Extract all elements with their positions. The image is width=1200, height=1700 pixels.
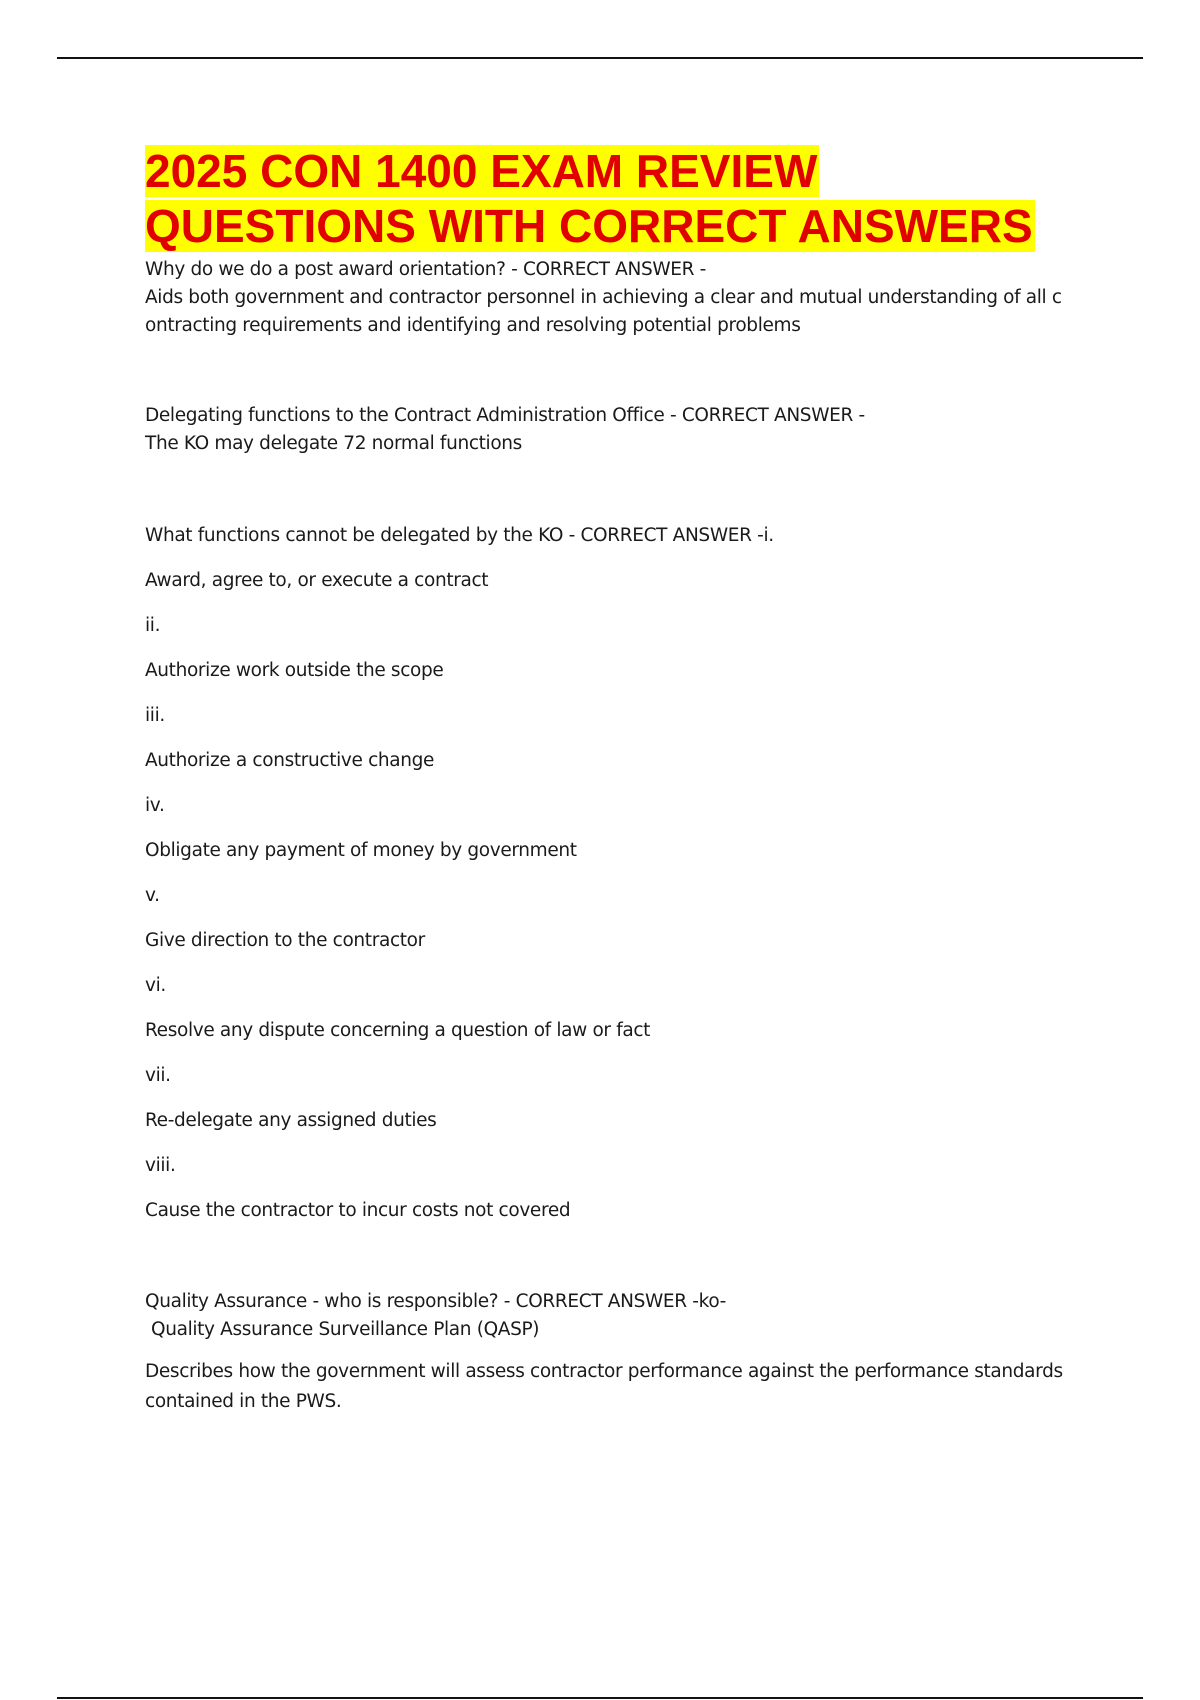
bottom-rule [57,1697,1143,1699]
title-line-1: 2025 CON 1400 EXAM REVIEW [145,145,818,197]
question-text: Quality Assurance - who is responsible? - CORRECT ANSWER -ko- [145,1291,726,1312]
qa-block-quality-assurance [145,1288,1095,1417]
qa-block-non-delegable [145,522,1095,1225]
top-rule [57,57,1143,59]
list-item: Cause the contractor to incur costs not covered [145,1200,571,1221]
qa-block-post-award [145,256,1095,340]
list-numeral: iv. [145,795,165,816]
answer-text: Quality Assurance Surveillance Plan (QASP) [151,1319,540,1340]
list-item: Give direction to the contractor [145,930,425,951]
answer-text: Aids both government and contractor personnel in achieving a clear and mutual understanding of all c [145,287,1062,308]
question-text: Why do we do a post award orientation? - CORRECT ANSWER - [145,259,706,280]
list-item: Authorize a constructive change [145,750,435,771]
list-item: Resolve any dispute concerning a question of law or fact [145,1020,651,1041]
list-item: Obligate any payment of money by government [145,840,577,861]
qa-block-delegating [145,402,1095,458]
list-numeral: vi. [145,975,166,996]
list-item: Award, agree to, or execute a contract [145,570,489,591]
list-item: Authorize work outside the scope [145,660,444,681]
question-text: What functions cannot be delegated by the KO - CORRECT ANSWER -i. [145,525,774,546]
list-item: Re-delegate any assigned duties [145,1110,437,1131]
list-numeral: vii. [145,1065,171,1086]
list-numeral: ii. [145,615,161,636]
list-numeral: viii. [145,1155,176,1176]
document-body [145,144,1095,1417]
answer-text-continued: ontracting requirements and identifying and resolving potential problems [145,315,801,336]
document-title [145,144,1095,254]
answer-text: The KO may delegate 72 normal functions [145,433,522,454]
qasp-description: Describes how the government will assess contractor performance against the performance standards contained in the PWS. [145,1361,1063,1412]
list-numeral: iii. [145,705,165,726]
title-line-2: QUESTIONS WITH CORRECT ANSWERS [145,200,1033,252]
question-text: Delegating functions to the Contract Administration Office - CORRECT ANSWER - [145,405,865,426]
list-numeral: v. [145,885,160,906]
